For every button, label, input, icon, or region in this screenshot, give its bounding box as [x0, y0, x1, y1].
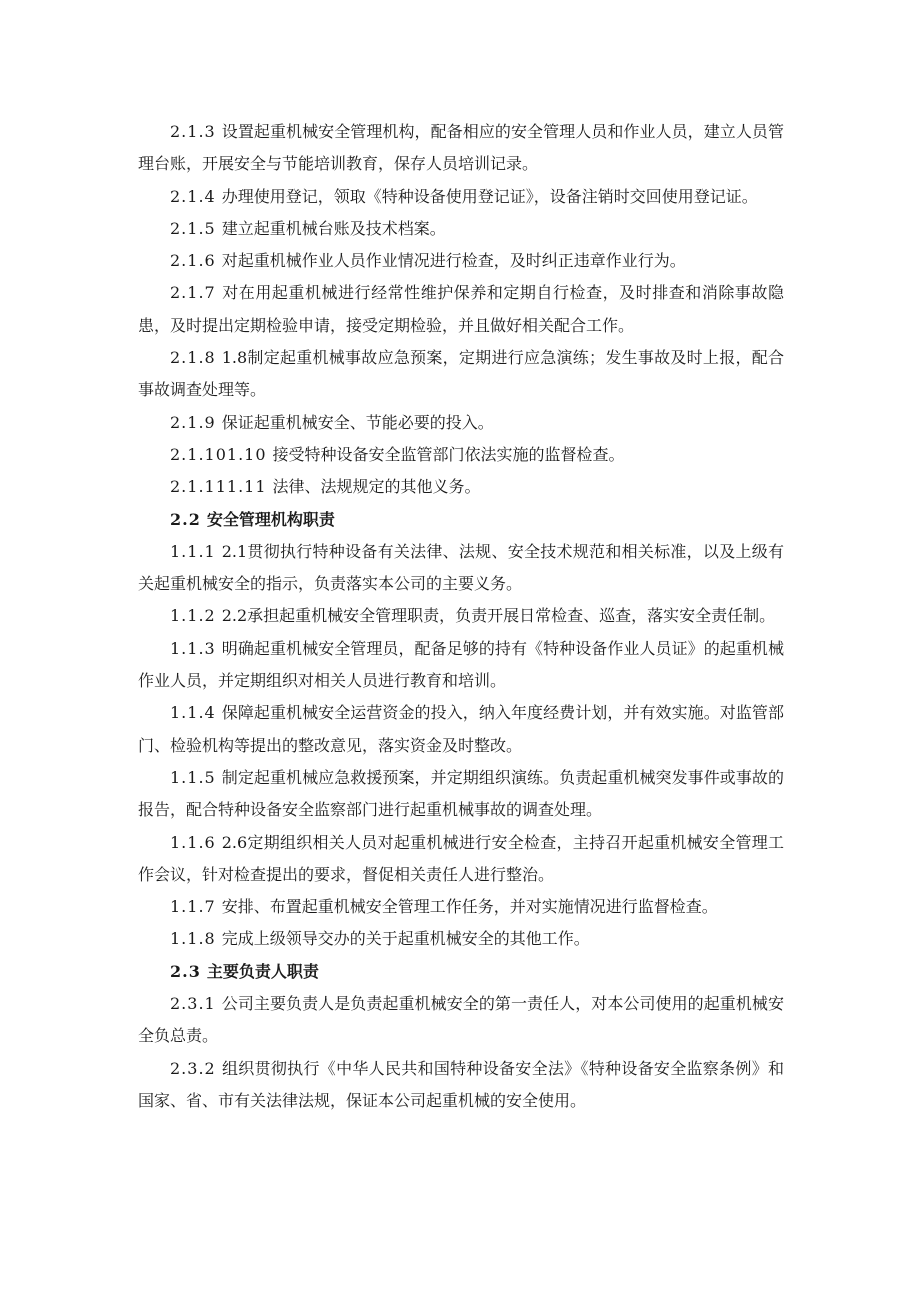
clause-1-1-5	[138, 762, 784, 827]
clause-number: 1.1.3	[170, 638, 216, 658]
section-heading-2-2	[138, 504, 784, 536]
clause-2-1-5	[138, 213, 784, 245]
clause-text: 接受特种设备安全监管部门依法实施的监督检查。	[272, 444, 625, 464]
clause-number: 1.1.6	[170, 832, 216, 852]
section-title: 安全管理机构职责	[206, 509, 335, 529]
clause-text: 办理使用登记，领取《特种设备使用登记证》，设备注销时交回使用登记证。	[221, 186, 758, 206]
clause-text: 保证起重机械安全、节能必要的投入。	[221, 412, 494, 432]
clause-number: 2.1.8	[170, 348, 216, 368]
clause-number: 2.1.7	[170, 283, 216, 303]
section-number: 2.2	[170, 509, 201, 529]
clause-number: 1.1.5	[170, 767, 216, 787]
clause-2-3-2	[138, 1053, 784, 1118]
clause-2-3-1	[138, 988, 784, 1053]
clause-text: 1.8制定起重机械事故应急预案，定期进行应急演练；发生事故及时上报，配合事故调查处理等。	[138, 348, 784, 400]
clause-number: 1.1.1	[170, 541, 216, 561]
clause-text: 保障起重机械安全运营资金的投入，纳入年度经费计划，并有效实施。对监管部门、检验机构等提出的整改意见，落实资金及时整改。	[138, 703, 784, 755]
clause-number: 1.1.8	[170, 929, 216, 949]
section-heading-2-3	[138, 956, 784, 988]
section-number: 2.3	[170, 961, 201, 981]
clause-text: 组织贯彻执行《中华人民共和国特种设备安全法》《特种设备安全监察条例》和国家、省、市有关法律法规，保证本公司起重机械的安全使用。	[138, 1058, 784, 1110]
clause-text: 2.6定期组织相关人员对起重机械进行安全检查，主持召开起重机械安全管理工作会议，针对检查提出的要求，督促相关责任人进行整治。	[138, 832, 784, 884]
clause-text: 法律、法规规定的其他义务。	[272, 477, 481, 497]
clause-2-1-3	[138, 116, 784, 181]
clause-number: 2.3.1	[170, 994, 216, 1014]
clause-text: 2.1贯彻执行特种设备有关法律、法规、安全技术规范和相关标准，以及上级有关起重机械安全的指示，负责落实本公司的主要义务。	[138, 541, 784, 594]
clause-number: 2.1.111.11	[170, 477, 267, 497]
clause-2-1-8	[138, 342, 784, 407]
clause-number: 2.1.4	[170, 186, 216, 206]
clause-1-1-6	[138, 827, 784, 892]
clause-text: 制定起重机械应急救援预案，并定期组织演练。负责起重机械突发事件或事故的报告，配合特种设备安全监察部门进行起重机械事故的调查处理。	[138, 767, 784, 820]
clause-number: 1.1.4	[170, 703, 216, 723]
clause-text: 2.2承担起重机械安全管理职责，负责开展日常检查、巡查，落实安全责任制。	[221, 606, 776, 626]
clause-2-1-6	[138, 245, 784, 277]
clause-text: 完成上级领导交办的关于起重机械安全的其他工作。	[221, 929, 590, 949]
clause-2-1-7	[138, 277, 784, 342]
clause-2-1-10	[138, 439, 784, 471]
clause-text: 设置起重机械安全管理机构，配备相应的安全管理人员和作业人员，建立人员管理台账，开展安全与节能培训教育，保存人员培训记录。	[138, 122, 784, 174]
clause-text: 安排、布置起重机械安全管理工作任务，并对实施情况进行监督检查。	[221, 897, 718, 917]
clause-text: 对起重机械作业人员作业情况进行检查，及时纠正违章作业行为。	[221, 251, 686, 271]
clause-number: 2.3.2	[170, 1058, 216, 1078]
section-title: 主要负责人职责	[206, 961, 319, 981]
clause-2-1-9	[138, 407, 784, 439]
clause-1-1-7	[138, 891, 784, 923]
clause-number: 2.1.6	[170, 251, 216, 271]
clause-number: 1.1.2	[170, 606, 216, 626]
clause-text: 公司主要负责人是负责起重机械安全的第一责任人，对本公司使用的起重机械安全负总责。	[138, 994, 784, 1046]
clause-1-1-1	[138, 536, 784, 601]
clause-text: 对在用起重机械进行经常性维护保养和定期自行检查，及时排查和消除事故隐患，及时提出定期检验申请，接受定期检验，并且做好相关配合工作。	[138, 283, 784, 335]
document-page	[138, 116, 784, 1117]
clause-1-1-3	[138, 633, 784, 698]
clause-number: 2.1.101.10	[170, 444, 267, 464]
clause-2-1-4	[138, 181, 784, 213]
clause-1-1-4	[138, 697, 784, 762]
clause-number: 2.1.3	[170, 122, 216, 141]
clause-text: 建立起重机械台账及技术档案。	[221, 218, 446, 238]
clause-number: 1.1.7	[170, 897, 216, 917]
clause-1-1-8	[138, 923, 784, 955]
clause-number: 2.1.9	[170, 412, 216, 432]
clause-number: 2.1.5	[170, 218, 216, 238]
clause-1-1-2	[138, 600, 784, 632]
clause-text: 明确起重机械安全管理员，配备足够的持有《特种设备作业人员证》的起重机械作业人员，并定期组织对相关人员进行教育和培训。	[138, 638, 784, 691]
clause-2-1-11	[138, 471, 784, 503]
